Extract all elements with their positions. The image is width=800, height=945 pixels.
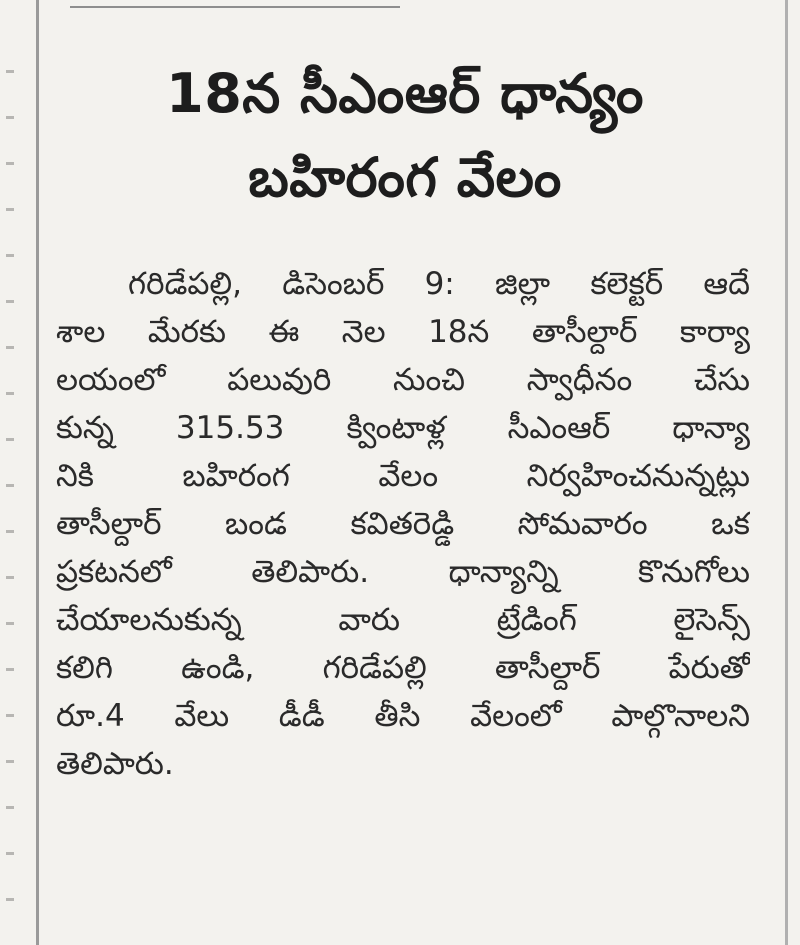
body-line-3: లయంలో పలువురి నుంచి స్వాధీనం చేసు xyxy=(56,362,750,398)
article-body xyxy=(56,260,750,788)
headline-line-2: బహిరంగ వేలం xyxy=(248,146,562,209)
body-line-6: తాసీల్దార్ బండ కవితరెడ్డి సోమవారం ఒక xyxy=(56,506,750,542)
body-line-1: గరిడేపల్లి, డిసెంబర్ 9: జిల్లా కలెక్టర్ ఆదే xyxy=(128,266,750,302)
top-cropped-strip xyxy=(70,0,400,8)
left-edge-marks xyxy=(6,70,14,930)
body-line-7: ప్రకటనలో తెలిపారు. ధాన్యాన్ని కొనుగోలు xyxy=(56,554,750,590)
body-line-11: తెలిపారు. xyxy=(56,746,174,782)
body-line-8: చేయాలనుకున్న వారు ట్రేడింగ్ లైసెన్స్ xyxy=(56,602,750,638)
body-line-9: కలిగి ఉండి, గరిడేపల్లి తాసీల్దార్ పేరుతో xyxy=(56,650,750,686)
right-column-rule xyxy=(785,0,788,945)
body-line-5: నికి బహిరంగ వేలం నిర్వహించనున్నట్లు xyxy=(56,458,750,494)
body-line-4: కున్న 315.53 క్వింటాళ్ల సీఎంఆర్ ధాన్యా xyxy=(56,410,750,446)
body-line-10: రూ.4 వేలు డీడీ తీసి వేలంలో పాల్గొనాలని xyxy=(56,698,750,734)
body-line-2: శాల మేరకు ఈ నెల 18న తాసీల్దార్ కార్యా xyxy=(56,314,750,350)
left-column-rule xyxy=(36,0,39,945)
headline-line-1: 18న సీఎంఆర్ ధాన్యం xyxy=(166,62,644,125)
article-headline xyxy=(60,52,750,220)
